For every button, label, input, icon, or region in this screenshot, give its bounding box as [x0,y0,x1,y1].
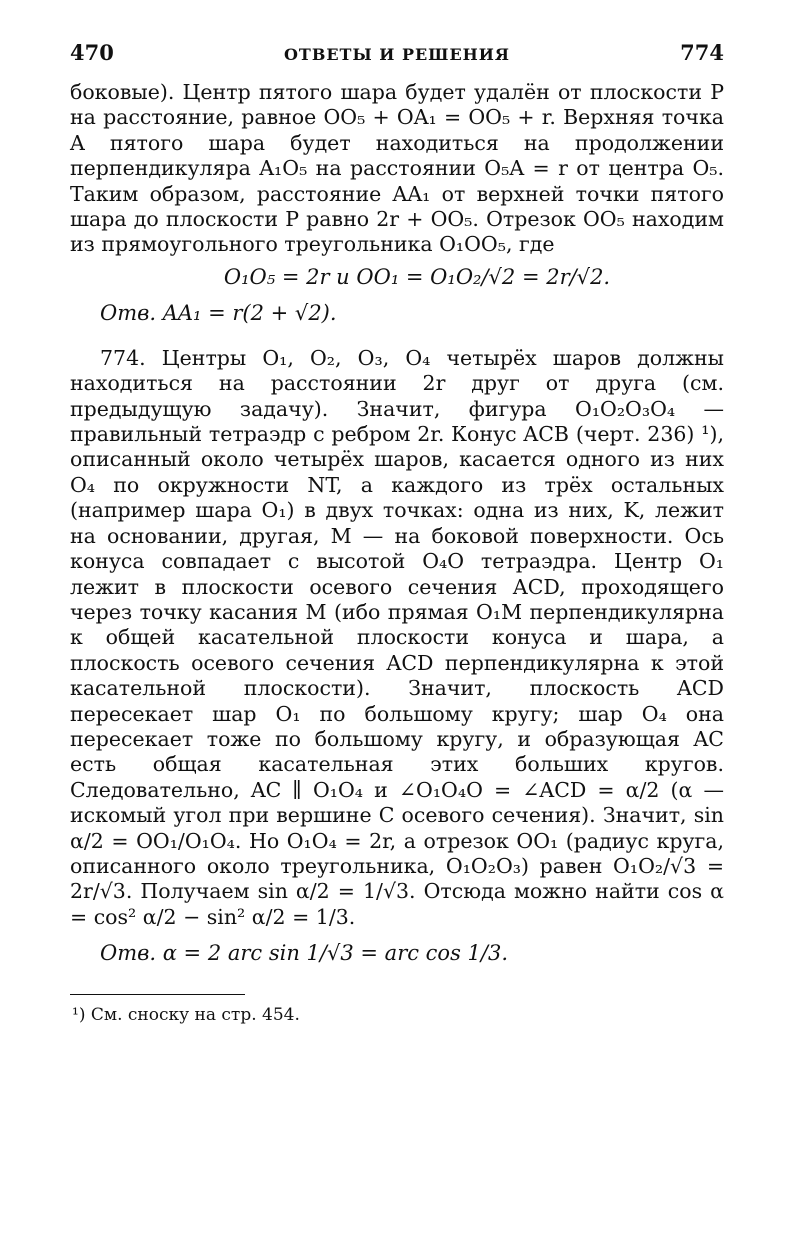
equation-oo1: O₁O₅ = 2r и OO₁ = O₁O₂/√2 = 2r/√2. [223,264,611,289]
page-header [70,40,724,80]
problem-number-header: 774 [680,40,724,65]
book-page [70,40,724,1025]
page-number: 470 [70,40,114,65]
footnote-divider [70,994,245,995]
running-title: ОТВЕТЫ И РЕШЕНИЯ [283,45,510,64]
footnote: ¹) См. сноску на стр. 454. [72,1005,300,1026]
paragraph-continuation: боковые). Центр пятого шара будет удалён от плоскости P на расстояние, равное OO₅ + OA₁ = OO₅ + r. Верхняя точка A пятого шара будет находиться на продолжении перпендикуляра A₁O₅ на расстоянии O₅A = r от центра O₅. Таким образом, расстояние AA₁ от верхней точки пятого шара до плоскости P равно 2r + OO₅. Отрезок OO₅ находим из прямоугольного треугольника O₁OO₅, где [70,80,724,257]
answer-774: Отв. α = 2 arc sin 1/√3 = arc cos 1/3. [100,941,509,966]
paragraph-problem-774: 774. Центры O₁, O₂, O₃, O₄ четырёх шаров должны находиться на расстоянии 2r друг от друга (см. предыдущую задачу). Значит, фигура O₁O₂O₃O₄ — правильный тетраэдр с ребром 2r. Конус ACB (черт. 236) ¹), описанный около четырёх шаров, касается одного из них O₄ по окружности NT, а каждого из трёх остальных (например шара O₁) в двух точках: одна из них, K, лежит на основании, другая, M — на боковой поверхности. Ось конуса совпадает с высотой O₄O тетраэдра. Центр O₁ лежит в плоскости осевого сечения ACD, проходящего через точку касания M (ибо прямая O₁M перпендикулярна к общей касательной плоскости конуса и шара, а плоскость осевого сечения ACD перпендикулярна к этой касательной плоскости). Значит, плоскость ACD пересекает шар O₁ по большому кругу; шар O₄ она пересекает тоже по большому кругу, и образующая AC есть общая касательная этих больших кругов. Следовательно, AC ∥ O₁O₄ и ∠O₁O₄O = ∠ACD = α/2 (α — искомый угол при вершине C осевого сечения). Значит, sin α/2 = OO₁/O₁O₄. Но O₁O₄ = 2r, а отрезок OO₁ (радиус круга, описанного около треугольника, O₁O₂O₃) равен O₁O₂/√3 = 2r/√3. Получаем sin α/2 = 1/√3. Отсюда можно найти cos α = cos² α/2 − sin² α/2 = 1/3. [70,345,724,929]
answer-773: Отв. AA₁ = r(2 + √2). [100,300,337,325]
